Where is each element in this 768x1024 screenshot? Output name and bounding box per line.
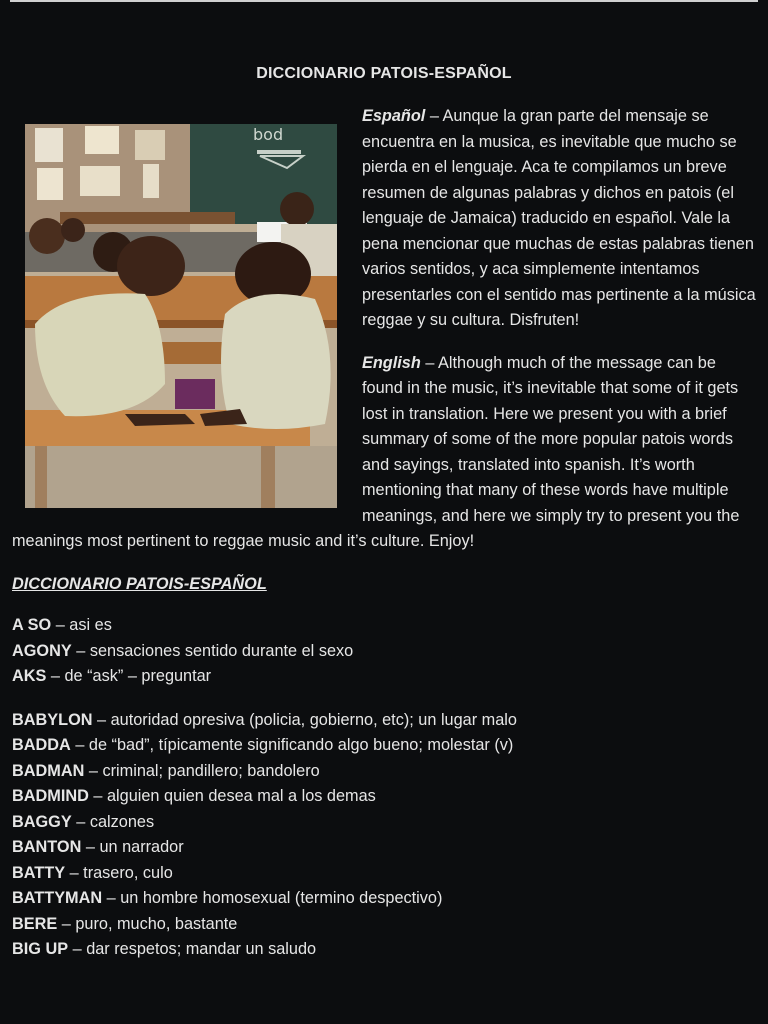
entry-term: BATTY — [12, 863, 66, 882]
entry-definition: – trasero, culo — [65, 863, 173, 882]
entry-definition: – asi es — [51, 616, 112, 634]
dictionary-entry — [12, 664, 758, 690]
entry-term: BAGGY — [12, 812, 72, 831]
dictionary-entry — [12, 733, 758, 759]
dictionary-entry — [12, 759, 758, 785]
entry-term: BADMAN — [12, 761, 85, 780]
entry-definition: – un hombre homosexual (termino despectivo) — [102, 889, 443, 907]
dictionary-entry — [12, 810, 758, 836]
entry-term: BADMIND — [12, 787, 89, 805]
classroom-photo-illustration — [25, 124, 337, 508]
dictionary-entry — [12, 937, 758, 963]
entry-definition: – autoridad opresiva (policia, gobierno, etc); un lugar malo — [92, 710, 517, 729]
dictionary-entry — [12, 639, 758, 665]
entry-definition: – alguien quien desea mal a los demas — [88, 787, 376, 805]
top-divider — [10, 0, 758, 2]
entry-term: AGONY — [12, 641, 72, 660]
classroom-photo — [25, 124, 337, 508]
article-body — [12, 104, 758, 981]
dictionary-entry — [12, 886, 758, 912]
entry-definition: – criminal; pandillero; bandolero — [84, 761, 320, 780]
entry-term: BIG UP — [12, 940, 69, 958]
entry-definition: – de “ask” – preguntar — [46, 667, 212, 685]
entry-term: BANTON — [12, 838, 82, 856]
entry-term: AKS — [12, 667, 47, 685]
entries-group-b — [12, 708, 758, 963]
entry-definition: – sensaciones sentido durante el sexo — [71, 641, 354, 660]
entry-term: BADDA — [12, 736, 71, 754]
dictionary-entry — [12, 613, 758, 639]
dictionary-entry — [12, 912, 758, 938]
entry-definition: – dar respetos; mandar un saludo — [68, 940, 317, 958]
entry-term: BABYLON — [12, 710, 93, 729]
page-title: DICCIONARIO PATOIS-ESPAÑOL — [256, 65, 512, 82]
english-label: English — [362, 353, 421, 372]
entry-term: BATTYMAN — [12, 889, 103, 907]
spanish-text: – Aunque la gran parte del mensaje se encuentra en la musica, es inevitable que mucho se pierda en el lenguaje. Aca te compilamos un breve resumen de algunas palabras y dichos en patois (el lenguaje de Jamaica) traducido en español. Vale la pena mencionar que muchas de estas palabras tienen varios sentidos, y aca simplemente intentamos presentarles con el sentido mas pertinente a la música reggae y su cultura. Disfruten! — [362, 107, 756, 329]
spanish-label: Español — [362, 107, 426, 125]
entry-definition: – puro, mucho, bastante — [57, 914, 238, 933]
entry-term: BERE — [12, 914, 58, 933]
entry-definition: – un narrador — [81, 838, 184, 856]
dictionary-entry — [12, 784, 758, 810]
entry-definition: – calzones — [71, 812, 155, 831]
dictionary-entry — [12, 835, 758, 861]
dictionary-entry — [12, 708, 758, 734]
entry-term: A SO — [12, 616, 52, 634]
dictionary-entry — [12, 861, 758, 887]
english-text: – Although much of the message can be found in the music, it’s inevitable that some of it gets lost in translation. Here we present you with a brief summary of some of the more popular patois words and sayings, translated into spanish. It’s worth mentioning that many of these words have multiple meanings, and here we simply try to present you the meanings most pertinent to reggae music and it’s culture. Enjoy! — [12, 353, 740, 550]
entry-definition: – de “bad”, típicamente significando algo bueno; molestar (v) — [70, 736, 514, 754]
svg-text:bod: bod — [253, 125, 284, 144]
dictionary-heading: DICCIONARIO PATOIS-ESPAÑOL — [12, 574, 267, 593]
entries-group-a — [12, 613, 758, 690]
